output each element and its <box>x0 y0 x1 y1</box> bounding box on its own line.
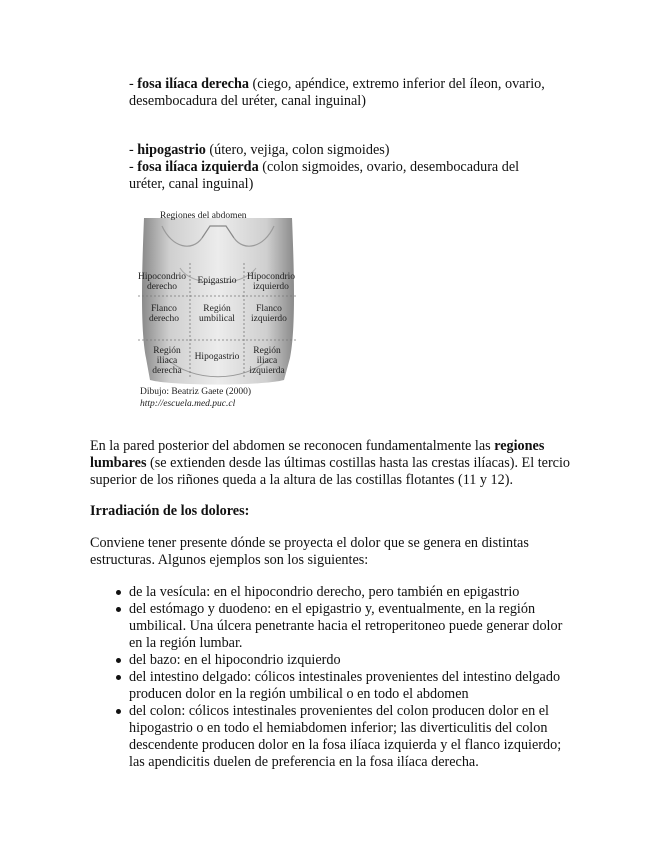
term-fosa-iliaca-izquierda: fosa ilíaca izquierda <box>137 159 259 175</box>
item-hipogastrio <box>129 142 569 159</box>
bullet-icon <box>116 709 121 714</box>
list-item <box>90 703 570 771</box>
list-item <box>90 584 570 601</box>
list-item-text: del estómago y duodeno: en el epigastrio y, eventualmente, en la región umbilical. Una úlcera penetrante hacia el retroperitoneo puede generar dolor en la región lumbar. <box>129 601 563 651</box>
list-item-text: del bazo: en el hipocondrio izquierdo <box>129 652 341 668</box>
dash: - <box>129 76 138 92</box>
list-item-text: del intestino delgado: cólicos intestinales provenientes del intestino delgado producen dolor en la región umbilical o en todo el abdomen <box>129 669 561 702</box>
term-regiones-lumbares: regiones lumbares <box>90 438 545 471</box>
region-hipocondrio-derecho: Hipocondrio derecho <box>137 272 187 292</box>
region-iliaca-derecha: Región iliaca derecha <box>152 346 182 376</box>
list-item <box>90 669 570 703</box>
abdomen-regions-figure <box>132 208 304 413</box>
desc-fosa-iliaca-izquierda: (colon sigmoides, ovario, desembocadura del uréter, canal inguinal) <box>129 159 520 192</box>
list-item-text: del colon: cólicos intestinales provenientes del colon producen dolor en el hipogastrio o en todo el hemiabdomen inferior; las diverticulitis del colon descendente producen dolor en la fosa ilíaca izquierda y el flanco izquierdo; las apendicitis duelen de preferencia en la fosa ilíaca derecha. <box>129 703 562 770</box>
paragraph-intro: Conviene tener presente dónde se proyecta el dolor que se genera en distintas estructuras. Algunos ejemplos son los siguientes: <box>90 535 529 568</box>
figure-url: http://escuela.med.puc.cl <box>140 399 236 409</box>
section-heading: Irradiación de los dolores: <box>90 503 250 519</box>
list-item-text: de la vesícula: en el hipocondrio derecho, pero también en epigastrio <box>129 584 520 600</box>
figure-title: Regiones del abdomen <box>160 211 247 221</box>
dash: - <box>129 159 138 175</box>
bullet-icon <box>116 658 121 663</box>
region-umbilical: Región umbilical <box>199 304 235 324</box>
region-flanco-derecho: Flanco derecho <box>148 304 180 324</box>
list-item <box>90 601 570 652</box>
region-hipogastrio: Hipogastrio <box>194 352 240 362</box>
figure-credit: Dibujo: Beatriz Gaete (2000) <box>140 387 252 397</box>
list-item <box>90 652 570 669</box>
desc-hipogastrio: (útero, vejiga, colon sigmoides) <box>205 142 390 158</box>
region-iliaca-izquierda: Región iliaca izquierda <box>249 346 285 376</box>
region-flanco-izquierdo: Flanco izquierdo <box>251 304 287 324</box>
bullet-icon <box>116 607 121 612</box>
region-hipocondrio-izquierdo: Hipocondrio izquierdo <box>246 272 296 292</box>
pain-irradiation-list <box>90 584 570 771</box>
paragraph-lumbar-text-2: (se extienden desde las últimas costillas hasta las crestas ilíacas). El tercio superior de los riñones queda a la altura de las costillas flotantes (11 y 12). <box>90 455 571 488</box>
bullet-icon <box>116 675 121 680</box>
paragraph-lumbar-regions <box>90 438 570 489</box>
dash: - <box>129 142 138 158</box>
bullet-icon <box>116 590 121 595</box>
item-fosa-iliaca-izquierda <box>129 159 549 193</box>
term-fosa-iliaca-derecha: fosa ilíaca derecha <box>137 76 249 92</box>
term-hipogastrio: hipogastrio <box>137 142 206 158</box>
desc-fosa-iliaca-derecha: (ciego, apéndice, extremo inferior del íleon, ovario, desembocadura del uréter, canal inguinal) <box>129 76 545 109</box>
region-epigastrio: Epigastrio <box>197 276 237 286</box>
paragraph-lumbar-text-1: En la pared posterior del abdomen se reconocen fundamentalmente las <box>90 438 495 454</box>
item-fosa-iliaca-derecha <box>129 76 569 110</box>
